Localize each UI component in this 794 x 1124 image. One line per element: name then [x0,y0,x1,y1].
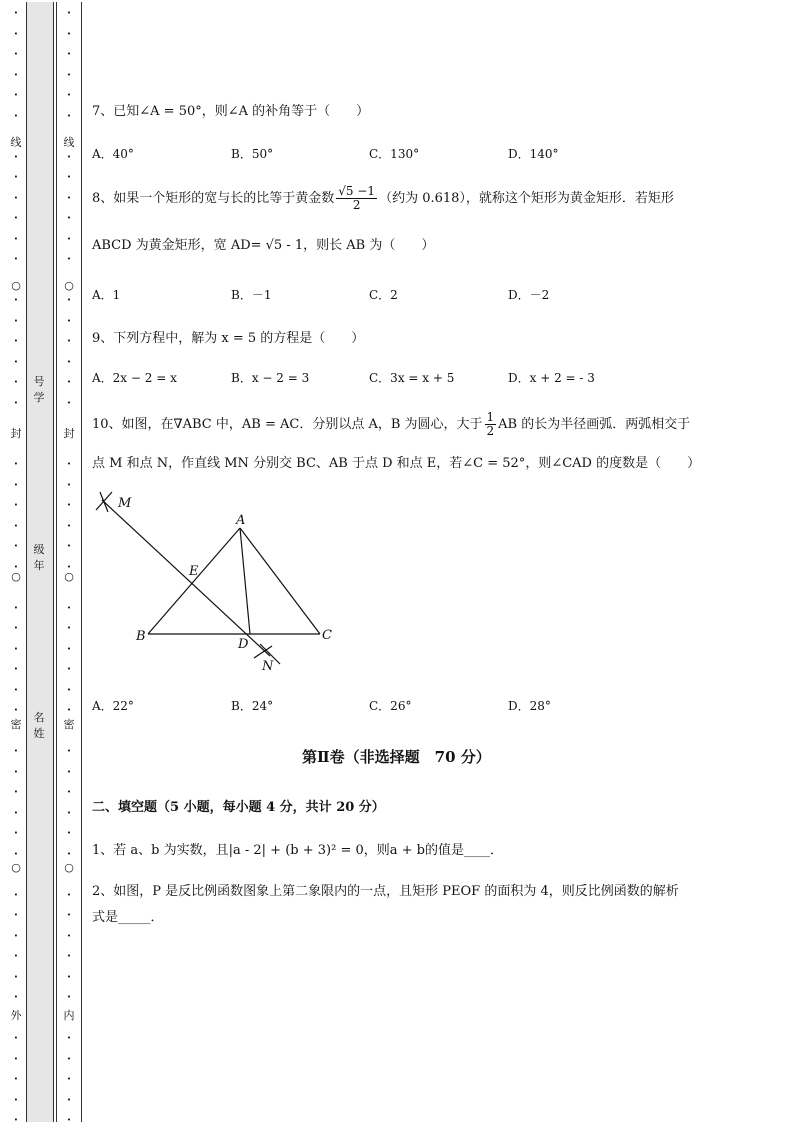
margin-dot: • [13,111,19,120]
margin-dot: • [13,29,19,38]
margin-dot: • [66,111,72,120]
label-b: B [136,629,146,644]
margin-dot: • [13,952,19,960]
margin-dot: • [13,603,19,612]
q8-option-d: D．－2 [508,288,550,302]
margin-dot: • [13,50,19,58]
q10-option-b: B．24° [231,699,274,713]
margin-dot: • [66,829,72,837]
outer-mark-circle: ○ [11,861,21,874]
q8-option-a: A．1 [92,288,121,302]
segment-ab [148,528,240,634]
margin-dot: • [66,685,72,694]
half-fraction: $\frac{1}{2}$ [486,410,495,438]
margin-dot: • [66,255,72,263]
inner-mark-circle: ○ [64,279,74,292]
margin-dot: • [13,70,19,79]
margin-dot: • [13,378,19,386]
question-9: 9、下列方程中，解为 x = 5 的方程是（ ） [92,331,365,346]
margin-dot: • [66,644,72,653]
q7-option-d: D．140° [508,147,559,161]
outer-mark-line: 线 [10,136,22,149]
margin-dot: • [66,70,72,79]
margin-dot: • [13,1054,19,1063]
inner-mark-secret: 密 [63,718,75,731]
margin-dot: • [66,193,72,202]
margin-dot: • [13,706,19,714]
q9-option-b: B．x − 2 = 3 [231,371,310,385]
margin-dot: • [13,624,19,632]
margin-dot: • [13,357,19,366]
margin-dot: • [66,849,72,858]
margin-dot: • [13,747,19,755]
margin-dot: • [13,501,19,509]
margin-dot: • [13,1034,19,1042]
label-m: M [118,496,132,511]
margin-dot: • [13,9,19,17]
margin-dot: • [66,788,72,796]
margin-dot: • [13,173,19,181]
field-name: 名姓 [33,711,45,740]
margin-dot: • [66,542,72,550]
margin-dot: • [13,480,19,489]
margin-dot: • [13,1075,19,1083]
margin-dot: • [66,911,72,919]
label-c: C [322,628,332,643]
margin-dot: • [13,644,19,653]
margin-dot: • [13,460,19,468]
margin-dot: • [66,521,72,530]
q7-option-a: A．40° [92,147,134,161]
q8-option-c: C．2 [369,288,398,302]
q7-option-b: B．50° [231,147,274,161]
margin-dot: • [13,337,19,345]
inner-mark-inside: 内 [63,1009,75,1022]
margin-dot: • [66,890,72,899]
margin-dot: • [13,562,19,571]
margin-dot: • [13,255,19,263]
margin-dot: • [66,398,72,407]
margin-dot: • [13,214,19,222]
outer-mark-secret: 密 [10,718,22,731]
margin-dot: • [13,767,19,776]
margin-dot: • [66,337,72,345]
margin-dot: • [13,890,19,899]
margin-dot: • [66,1034,72,1042]
margin-dot: • [66,952,72,960]
margin-dot: • [13,931,19,940]
question-7: 7、已知∠A = 50°，则∠A 的补角等于（ ） [92,104,370,119]
fill-question-2-line1: 2、如图，P 是反比例函数图象上第二象限内的一点，且矩形 PEOF 的面积为 4，则反比例函数的解析 [92,884,679,899]
q9-option-a: A．2x − 2 = x [92,371,177,385]
margin-dot: • [66,706,72,714]
margin-dot: • [13,1095,19,1104]
margin-dot: • [13,193,19,202]
margin-dot: • [13,665,19,673]
question-8-line2: ABCD 为黄金矩形，宽 AD= √5 - 1，则长 AB 为（ ） [92,238,435,253]
margin-dot: • [66,214,72,222]
margin-dot: • [66,173,72,181]
q9-option-c: C．3x = x + 5 [369,371,455,385]
margin-dot: • [66,378,72,386]
margin-dot: • [66,972,72,981]
margin-dot: • [13,91,19,99]
margin-dot: • [66,993,72,1001]
margin-dot: • [66,50,72,58]
margin-dot: • [13,316,19,325]
margin-dot: • [13,296,19,304]
q10-option-a: A．22° [92,699,134,713]
label-a: A [236,513,246,528]
q10-option-d: D．28° [508,699,551,713]
outer-mark-circle: ○ [11,570,21,583]
margin-dot: • [66,808,72,817]
margin-dot: • [66,1054,72,1063]
margin-dot: • [66,1116,72,1124]
margin-dot: • [13,521,19,530]
margin-dot: • [66,29,72,38]
margin-dot: • [13,911,19,919]
margin-dot: • [66,296,72,304]
margin-dot: • [66,931,72,940]
segment-ad [240,528,250,634]
q7-option-c: C．130° [369,147,420,161]
margin-dot: • [66,665,72,673]
margin-dot: • [13,972,19,981]
question-8-line1: 8、如果一个矩形的宽与长的比等于黄金数 $\frac{√5 -1}{2}$ （约为 0.618），就称这个矩形为黄金矩形．若矩形 [92,184,674,212]
inner-mark-circle: ○ [64,570,74,583]
margin-dot: • [66,1075,72,1083]
margin-dot: • [66,1095,72,1104]
triangle-figure [92,488,342,673]
inner-mark-line: 线 [63,136,75,149]
margin-dot: • [13,234,19,243]
q10-option-c: C．26° [369,699,412,713]
margin-dot: • [13,993,19,1001]
field-grade: 级年 [33,543,45,572]
outer-mark-seal: 封 [10,427,22,440]
fill-blank-section-heading: 二、填空题（5 小题，每小题 4 分，共计 20 分） [92,800,385,815]
margin-dot: • [66,460,72,468]
q8-option-b: B．－1 [231,288,272,302]
margin-dot: • [66,501,72,509]
question-10-line1: 10、如图，在∇ABC 中，AB = AC．分别以点 A，B 为圆心，大于 $\frac{1}{2}$ AB 的长为半径画弧．两弧相交于 [92,410,691,438]
margin-dot: • [66,9,72,17]
margin-dot: • [13,808,19,817]
margin-dot: • [66,152,72,161]
margin-dot: • [66,316,72,325]
margin-dot: • [66,747,72,755]
inner-mark-seal: 封 [63,427,75,440]
margin-dot: • [13,829,19,837]
q9-option-d: D．x + 2 = - 3 [508,371,595,385]
segment-ac [240,528,320,634]
margin-dot: • [13,152,19,161]
margin-dot: • [13,1116,19,1124]
inner-mark-circle: ○ [64,861,74,874]
label-n: N [262,659,274,673]
part-2-title: 第Ⅱ卷（非选择题 70 分） [302,748,491,766]
fill-question-2-line2: 式是_____． [92,910,164,925]
margin-dot: • [13,542,19,550]
fill-question-1: 1、若 a、b 为实数，且|a - 2| + (b + 3)² = 0，则a + b的值是____． [92,843,503,858]
margin-dot: • [66,480,72,489]
field-student-number: 号学 [33,375,45,404]
margin-dot: • [13,788,19,796]
margin-dot: • [66,91,72,99]
margin-dot: • [66,234,72,243]
margin-dot: • [66,562,72,571]
label-e: E [189,564,199,579]
outer-mark-circle: ○ [11,279,21,292]
margin-dot: • [66,357,72,366]
question-10-line2: 点 M 和点 N，作直线 MN 分别交 BC、AB 于点 D 和点 E，若∠C = 52°，则∠CAD 的度数是（ ） [92,456,701,471]
margin-dot: • [13,685,19,694]
arc-mark-m2 [100,492,108,512]
margin-dot: • [66,767,72,776]
golden-ratio-fraction: $\frac{√5 -1}{2}$ [338,184,376,212]
margin-dot: • [66,603,72,612]
outer-mark-outside: 外 [10,1009,22,1022]
margin-dot: • [66,624,72,632]
label-d: D [238,637,249,652]
margin-dot: • [13,398,19,407]
margin-dot: • [13,849,19,858]
